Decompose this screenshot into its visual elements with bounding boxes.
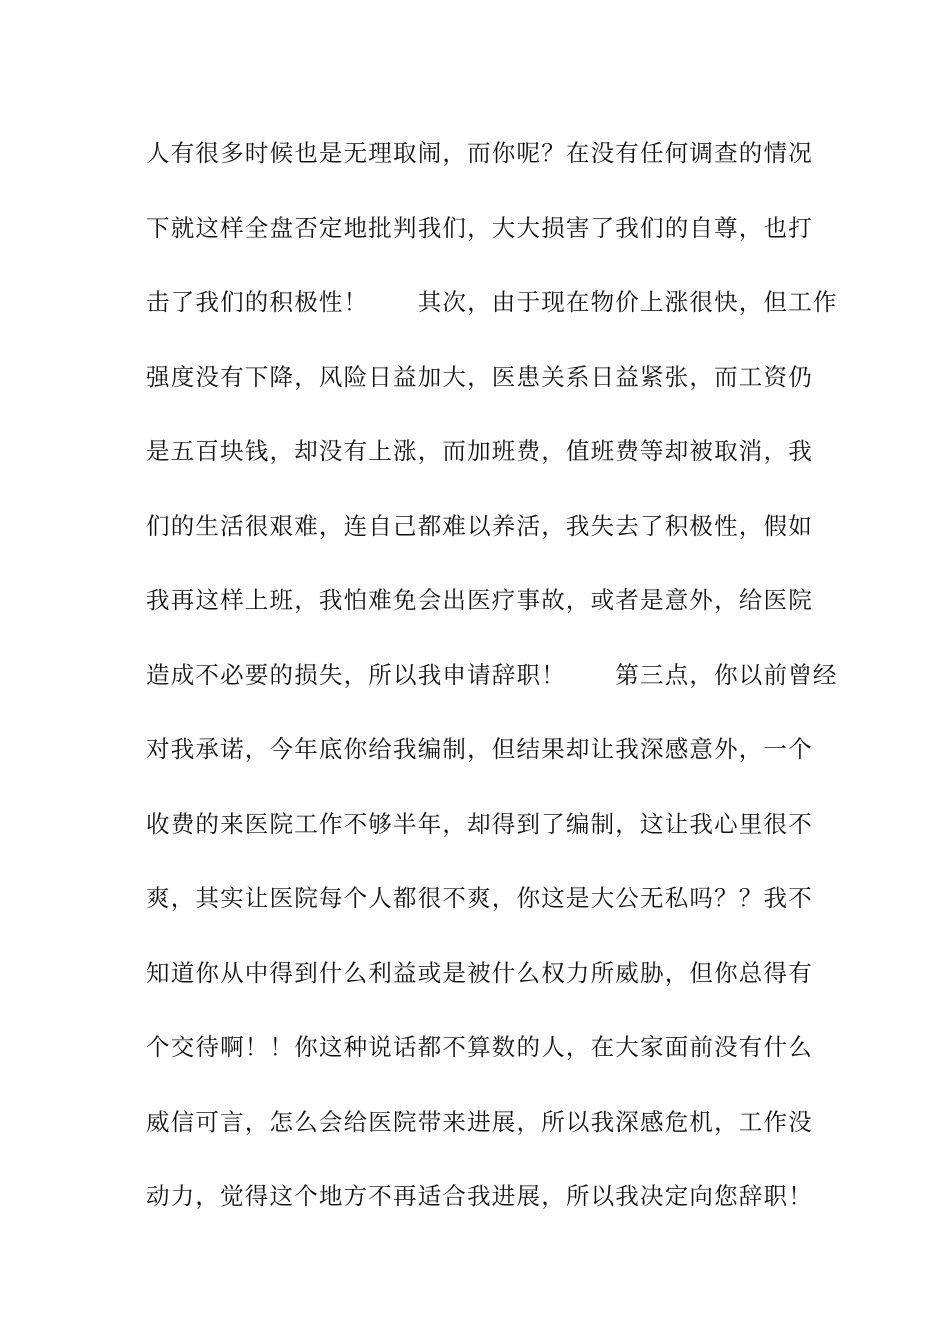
text-line: 对我承诺，今年底你给我编制，但结果却让我深感意外，一个 — [146, 735, 813, 763]
text-line: 造成不必要的损失，所以我申请辞职！ 第三点，你以前曾经 — [146, 660, 838, 689]
text-line: 我再这样上班，我怕难免会出医疗事故，或者是意外，给医院 — [146, 586, 813, 614]
text-line: 收费的来医院工作不够半年，却得到了编制，这让我心里很不 — [146, 809, 813, 838]
text-line: 爽，其实让医院每个人都很不爽，你这是大公无私吗？？我不 — [146, 884, 813, 912]
text-line: 知道你从中得到什么利益或是被什么权力所威胁，但你总得有 — [146, 958, 813, 987]
text-line: 击了我们的积极性！ 其次，由于现在物价上涨很快，但工作 — [146, 288, 838, 316]
text-line: 人有很多时候也是无理取闹，而你呢？在没有任何调查的情况 — [146, 139, 813, 167]
text-line: 们的生活很艰难，连自己都难以养活，我失去了积极性，假如 — [146, 511, 813, 540]
text-line: 是五百块钱，却没有上涨，而加班费，值班费等却被取消，我 — [146, 437, 813, 465]
body-text — [146, 131, 838, 1249]
text-line: 动力，觉得这个地方不再适合我进展，所以我决定向您辞职！ — [146, 1182, 813, 1210]
text-line: 下就这样全盘否定地批判我们，大大损害了我们的自尊，也打 — [146, 213, 813, 242]
text-line: 威信可言，怎么会给医院带来进展，所以我深感危机，工作没 — [146, 1107, 813, 1136]
text-line: 个交待啊！！你这种说话都不算数的人，在大家面前没有什么 — [146, 1033, 813, 1061]
text-line: 强度没有下降，风险日益加大，医患关系日益紧张，而工资仍 — [146, 362, 813, 391]
